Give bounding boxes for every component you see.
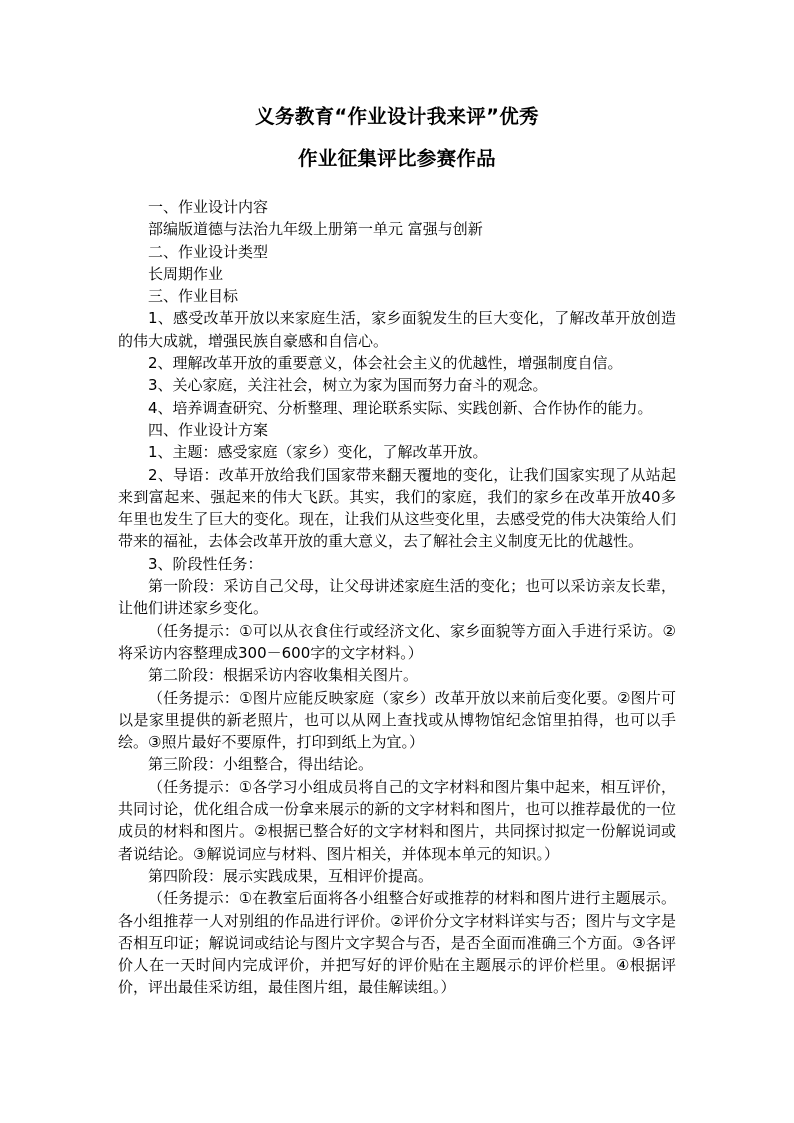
section-heading-goals: 三、作业目标	[148, 287, 239, 306]
stage-one: 第一阶段：采访自己父母，让父母讲述家庭生活的变化；也可以采访亲友长辈，让他们讲述家乡变化。	[118, 577, 676, 618]
document-title-line-1: 义务教育“作业设计我来评”优秀	[255, 105, 539, 128]
goal-item: 4、培养调查研究、分析整理、理论联系实际、实践创新、合作协作的能力。	[148, 398, 653, 417]
plan-theme: 1、主题：感受家庭（家乡）变化，了解改革开放。	[148, 443, 488, 462]
content-text: 部编版道德与法治九年级上册第一单元 富强与创新	[148, 220, 483, 239]
stage-three-hint: （任务提示：①各学习小组成员将自己的文字材料和图片集中起来，相互评价，共同讨论，优化组合成一份拿来展示的新的文字材料和图片，也可以推荐最优的一位成员的材料和图片。②根据已整合好的文字材料和图片，共同探讨拟定一份解说词或者说结论。③解说词应与材料、图片相关，并体现本单元的知识。）	[118, 777, 676, 863]
goal-item: 2、理解改革开放的重要意义，体会社会主义的优越性，增强制度自信。	[148, 354, 623, 373]
plan-intro: 2、导语：改革开放给我们国家带来翻天覆地的变化，让我们国家实现了从站起来到富起来、强起来的伟大飞跃。其实，我们的家庭，我们的家乡在改革开放40多年里也发生了巨大的变化。现在，让我们从这些变化里，去感受党的伟大决策给人们带来的福祉，去体会改革开放的重大意义，去了解社会主义制度无比的优越性。	[118, 465, 676, 551]
section-heading-plan: 四、作业设计方案	[148, 420, 269, 439]
stage-three: 第三阶段：小组整合，得出结论。	[148, 755, 374, 774]
stage-four-hint: （任务提示：①在教室后面将各小组整合好或推荐的材料和图片进行主题展示。各小组推荐一人对别组的作品进行评价。②评价分文字材料详实与否；图片与文字是否相互印证；解说词或结论与图片文字契合与否，是否全面而准确三个方面。③各评价人在一天时间内完成评价，并把写好的评价贴在主题展示的评价栏里。④根据评价，评出最佳采访组，最佳图片组，最佳解读组。）	[118, 889, 676, 997]
section-heading-type: 二、作业设计类型	[148, 242, 269, 261]
goal-item: 3、关心家庭，关注社会，树立为家为国而努力奋斗的观念。	[148, 376, 548, 395]
stage-four: 第四阶段：展示实践成果，互相评价提高。	[148, 866, 434, 885]
document-title-line-2: 作业征集评比参赛作品	[297, 147, 496, 170]
stage-two: 第二阶段：根据采访内容收集相关图片。	[148, 666, 419, 685]
goal-item: 1、感受改革开放以来家庭生活，家乡面貌发生的巨大变化，了解改革开放创造的伟大成就，增强民族自豪感和自信心。	[118, 309, 676, 350]
section-heading-content: 一、作业设计内容	[148, 198, 269, 216]
type-text: 长周期作业	[148, 264, 224, 283]
plan-stages-heading: 3、阶段性任务：	[148, 554, 263, 573]
stage-one-hint: （任务提示：①可以从衣食住行或经济文化、家乡面貌等方面入手进行采访。②将采访内容整理成300－600字的文字材料。）	[118, 621, 676, 662]
stage-two-hint: （任务提示：①图片应能反映家庭（家乡）改革开放以来前后变化要。②图片可以是家里提供的新老照片，也可以从网上查找或从博物馆纪念馆里拍得，也可以手绘。③照片最好不要原件，打印到纸上为宜。）	[118, 688, 676, 752]
document-body	[118, 196, 676, 999]
